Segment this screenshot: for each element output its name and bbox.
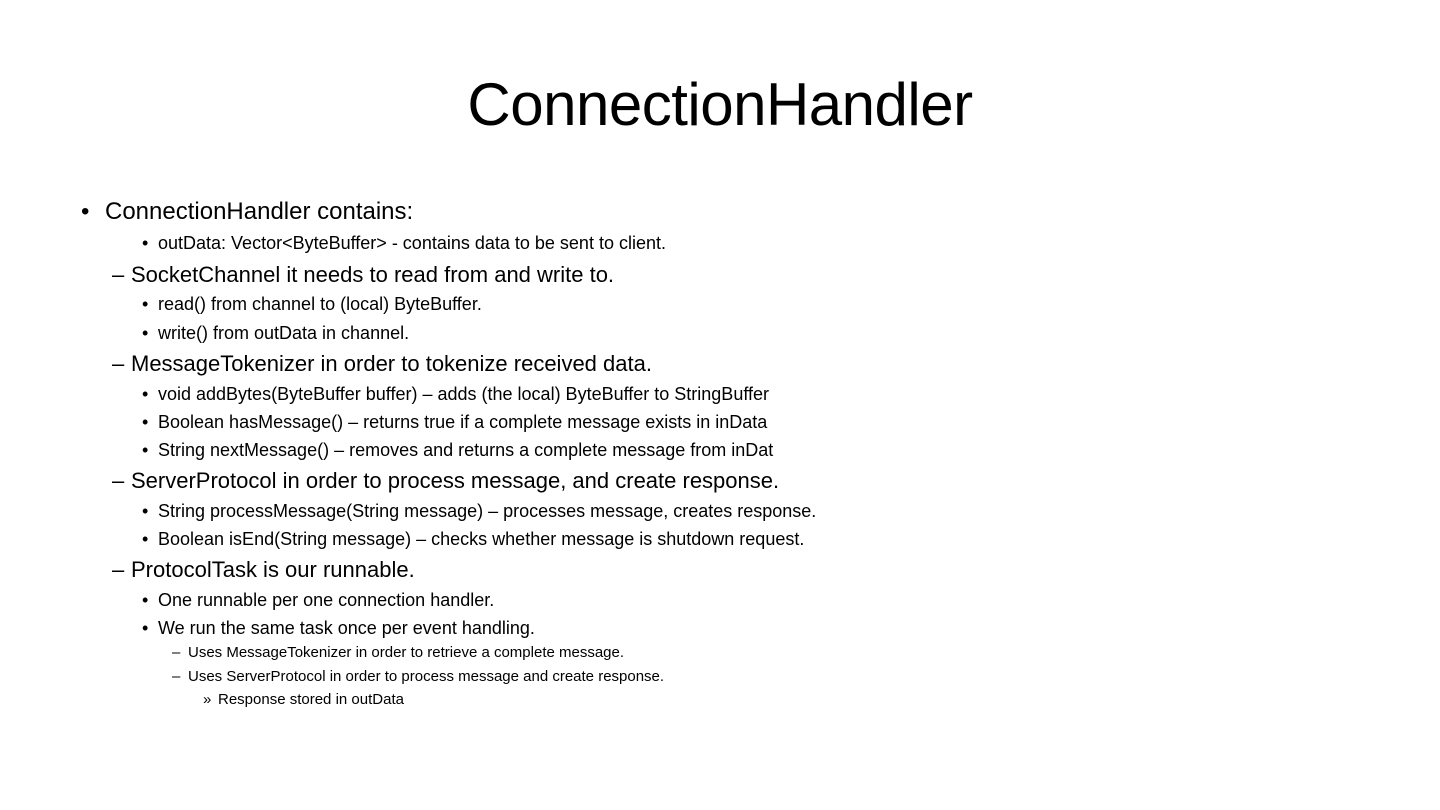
slide-title: ConnectionHandler [467,71,973,138]
bullet-marker: • [142,501,149,521]
bullet-text: Response stored in outData [218,691,404,708]
bullet-text: ConnectionHandler contains: [105,198,414,225]
bullet-text: write() from outData in channel. [158,323,410,343]
bullet-marker: – [112,468,125,493]
bullet-marker: – [172,644,181,661]
bullet-text: We run the same task once per event handling. [158,618,535,638]
bullet-marker: – [112,557,125,582]
bullet-marker: • [142,440,149,460]
bullet-marker: – [172,668,181,685]
bullet-marker: • [142,529,149,549]
bullet-marker: • [142,412,149,432]
bullet-marker: • [142,323,149,343]
bullet-marker: • [81,198,90,225]
bullet-text: Uses MessageTokenizer in order to retrieve a complete message. [188,644,625,661]
bullet-text: SocketChannel it needs to read from and write to. [131,262,615,287]
bullet-marker: – [112,262,125,287]
bullet-text: outData: Vector<ByteBuffer> - contains data to be sent to client. [158,233,666,253]
bullet-marker: • [142,233,149,253]
bullet-text: String processMessage(String message) – processes message, creates response. [158,501,817,521]
bullet-text: void addBytes(ByteBuffer buffer) – adds (the local) ByteBuffer to StringBuffer [158,384,770,404]
bullet-marker: » [203,691,212,708]
bullet-text: MessageTokenizer in order to tokenize received data. [131,351,652,376]
bullet-text: ProtocolTask is our runnable. [131,557,415,582]
bullet-text: Boolean isEnd(String message) – checks whether message is shutdown request. [158,529,805,549]
bullet-marker: • [142,294,149,314]
bullet-marker: • [142,384,149,404]
bullet-text: ServerProtocol in order to process message, and create response. [131,468,780,493]
bullet-text: One runnable per one connection handler. [158,590,495,610]
bullet-marker: – [112,351,125,376]
bullet-text: Uses ServerProtocol in order to process message and create response. [188,668,665,685]
bullet-text: String nextMessage() – removes and returns a complete message from inDat [158,440,774,460]
bullet-marker: • [142,618,149,638]
bullet-text: Boolean hasMessage() – returns true if a complete message exists in inData [158,412,768,432]
bullet-marker: • [142,590,149,610]
bullet-text: read() from channel to (local) ByteBuffer. [158,294,482,314]
